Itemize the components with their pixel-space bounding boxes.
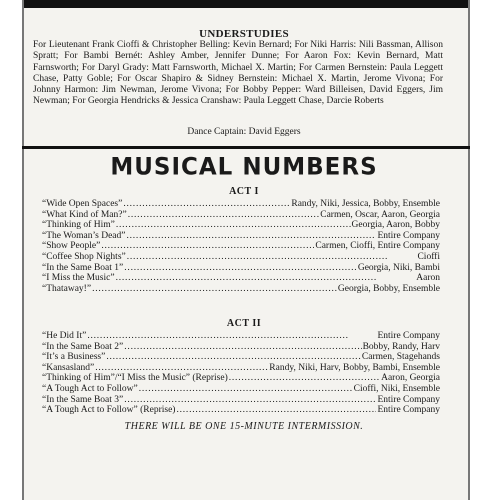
song-row [42,331,440,342]
leader-dots [128,210,320,221]
song-row [42,252,440,263]
song-title: “Thataway!” [42,283,92,294]
song-title: “It’s a Business” [42,352,106,363]
song-title: “Thinking of Him”/“I Miss the Music” (Reprise) [42,373,228,384]
leader-dots [116,273,416,284]
leader-dots [176,405,376,416]
act-2-song-list [42,331,440,416]
song-performers: Aaron, Georgia [381,373,440,384]
leader-dots [95,363,268,374]
song-performers: Aaron [416,273,440,284]
song-title: “What Kind of Man?” [42,209,127,220]
leader-dots [123,199,290,210]
song-row [42,352,440,363]
song-title: “The Woman’s Dead” [42,230,126,241]
song-row [42,284,440,295]
song-row [42,384,440,395]
leader-dots [124,263,357,274]
song-performers: Carmen, Oscar, Aaron, Georgia [320,209,440,220]
song-title: “Thinking of Him” [42,220,115,231]
song-title: “Kansasland” [42,362,95,373]
song-title: “Wide Open Spaces” [42,199,123,209]
song-row [42,199,440,210]
song-performers: Bobby, Randy, Harv [362,341,440,352]
song-performers: Cioffi [417,251,440,262]
song-title: “A Tough Act to Follow” (Reprise) [42,405,176,416]
song-performers: Carmen, Stagehands [361,352,440,363]
song-row [42,210,440,221]
song-performers: Entire Company [377,331,440,341]
song-title: “In the Same Boat 3” [42,394,124,405]
song-title: “He Did It” [42,331,87,341]
song-row [42,263,440,274]
song-title: “In the Same Boat 1” [42,262,124,273]
song-row [42,373,440,384]
leader-dots [87,331,376,342]
song-row [42,220,440,231]
understudies-text: For Lieutenant Frank Cioffi & Christopher Belling: Kevin Bernard; For Niki Harris: Nili Bassman, Allison Spratt; For Bambi Bernét: Ashley Amber, Jennifer Dunne; For Aaron Fox: Kevin Bernard, Matt Farnsworth; For Daryl Grady: Matt Farnsworth, Michael X. Martin; For Carmen Bernstein: Paula Leggett Chase, Patty Goble; For Oscar Shapiro & Sidney Bernstein: Michael X. Martin, Jerome Vivona; For Johnny Harmon: Jim Newman, Jerome Vivona; For Bobby Pepper: Ward Billeisen, David Eggers, Jim Newman; For Georgia Hendricks & Jessica Cranshaw: Paula Leggett Chase, Darcie Roberts [33,40,443,107]
understudies-heading: UNDERSTUDIES [199,28,289,40]
song-row [42,342,440,353]
musical-numbers-heading: MUSICAL NUMBERS [110,153,378,181]
dance-captain: Dance Captain: David Eggers [187,127,301,137]
song-performers: Entire Company [377,394,440,405]
song-performers: Cioffi, Niki, Ensemble [353,383,440,394]
intermission-note: THERE WILL BE ONE 15-MINUTE INTERMISSION. [124,421,364,432]
leader-dots [139,384,353,395]
section-divider [22,146,470,149]
song-title: “A Tough Act to Follow” [42,383,138,394]
song-performers: Entire Company [377,405,440,416]
leader-dots [101,241,314,252]
top-rule [22,0,470,8]
song-row [42,273,440,284]
leader-dots [124,395,376,406]
song-row [42,363,440,374]
song-performers: Randy, Niki, Harv, Bobby, Bambi, Ensemble [269,362,440,373]
leader-dots [126,231,376,242]
leader-dots [116,220,351,231]
song-row [42,395,440,406]
song-performers: Randy, Niki, Jessica, Bobby, Ensemble [291,199,440,209]
act-2-heading: ACT II [226,318,262,329]
leader-dots [124,342,361,353]
song-performers: Georgia, Niki, Bambi [357,262,440,273]
leader-dots [92,284,337,295]
leader-dots [229,373,380,384]
leader-dots [127,252,417,263]
song-performers: Carmen, Cioffi, Entire Company [315,241,440,252]
act-1-heading: ACT I [229,186,259,197]
song-title: “Show People” [42,241,101,252]
song-title: “In the Same Boat 2” [42,341,124,352]
song-performers: Georgia, Bobby, Ensemble [337,283,440,294]
song-row [42,241,440,252]
song-row [42,231,440,242]
song-title: “I Miss the Music” [42,273,115,284]
leader-dots [106,352,361,363]
song-performers: Entire Company [377,230,440,241]
act-1-song-list [42,199,440,294]
song-title: “Coffee Shop Nights” [42,251,126,262]
song-performers: Georgia, Aaron, Bobby [351,220,440,231]
song-row [42,405,440,416]
